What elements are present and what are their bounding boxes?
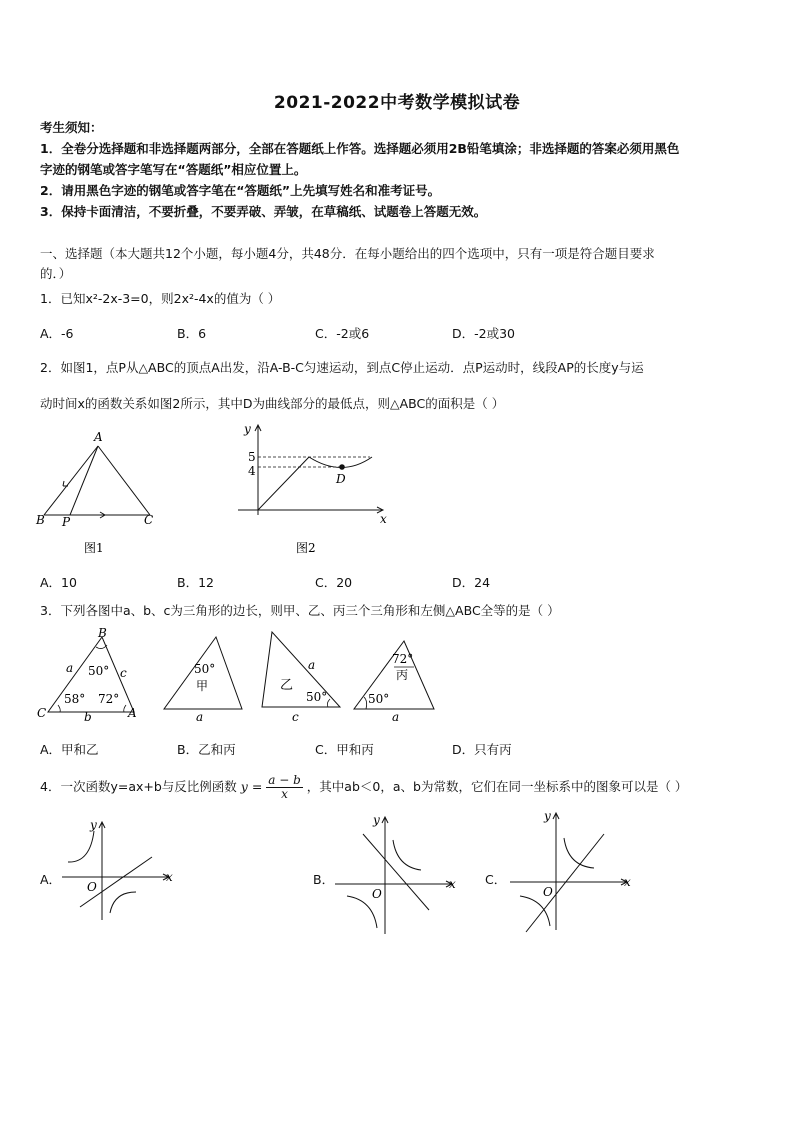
q2-stem-line2: 动时间x的函数关系如图2所示，其中D为曲线部分的最低点，则△ABC的面积是（ ）: [40, 396, 505, 411]
q1-stem: 1．已知x²-2x-3=0，则2x²-4x的值为（ ）: [40, 291, 281, 306]
q3-figures: [34, 627, 454, 727]
abc-side-a: a: [66, 661, 74, 675]
abc-side-c: c: [120, 666, 127, 680]
notice-item: 1．全卷分选择题和非选择题两部分，全部在答题纸上作答。选择题必须用2B铅笔填涂；非选择题的答案必须用黑色: [40, 141, 680, 156]
q3-option-b: B．乙和丙: [177, 742, 236, 757]
q4-fraction-numerator: a − b: [268, 773, 301, 787]
bing-side: a: [392, 710, 400, 724]
graph-b-x-label: x: [449, 877, 456, 891]
jia-angle: 50°: [194, 662, 216, 676]
graph-a-x-label: x: [166, 870, 173, 884]
q1-option-b: B．6: [177, 326, 207, 341]
graph-b-y-label: y: [373, 813, 380, 827]
q4-graph-c-label: C．: [485, 872, 507, 887]
q2-option-d: D．24: [452, 575, 491, 590]
q4-stem: [40, 774, 687, 801]
q2-figure2: [230, 420, 400, 560]
q4-fraction: [266, 774, 303, 801]
q4-graph-c: [508, 808, 638, 938]
yi-side-c: c: [292, 710, 299, 724]
jia-side: a: [196, 710, 204, 724]
fig1-caption: 图1: [84, 541, 104, 555]
notice-heading: 考生须知：: [40, 120, 103, 135]
q3-option-d: D．只有丙: [452, 742, 512, 757]
q1-option-d: D．-2或30: [452, 326, 515, 341]
q4-graph-a-label: A．: [40, 872, 62, 887]
fig2-point-d: D: [336, 472, 346, 486]
abc-label-b: B: [98, 626, 107, 640]
bing-angle-2: 50°: [368, 692, 390, 706]
q2-option-c: C．20: [315, 575, 353, 590]
q2-option-a: A．10: [40, 575, 77, 590]
graph-b-origin: O: [372, 887, 382, 901]
q4-stem-pre: 4．一次函数y=ax+b与反比例函数: [40, 779, 237, 794]
fig1-label-a: A: [94, 430, 103, 444]
yi-name: 乙: [280, 678, 294, 693]
graph-c-y-label: y: [544, 809, 551, 823]
fig1-label-p: P: [62, 515, 71, 529]
q3-stem: 3．下列各图中a、b、c为三角形的边长，则甲、乙、丙三个三角形和左侧△ABC全等的是（ ）: [40, 603, 560, 618]
bing-name: 丙: [396, 668, 409, 682]
fig2-tick-4: 4: [248, 464, 256, 478]
q1-option-c: C．-2或6: [315, 326, 370, 341]
fig2-caption: 图2: [296, 541, 316, 555]
abc-label-c: C: [37, 706, 47, 720]
fig2-tick-5: 5: [248, 450, 256, 464]
yi-side-a: a: [308, 658, 316, 672]
abc-angle-c: 58°: [64, 692, 86, 706]
q2-figure1: [30, 426, 170, 561]
graph-a-origin: O: [87, 880, 97, 894]
q4-fraction-denominator: x: [281, 787, 288, 801]
bing-angle-1: 72°: [392, 652, 414, 666]
q2-stem-line1: 2．如图1，点P从△ABC的顶点A出发，沿A-B-C匀速运动，到点C停止运动．点P运动时，线段AP的长度y与运: [40, 360, 644, 375]
abc-angle-a: 72°: [98, 692, 120, 706]
page-title: 2021-2022中考数学模拟试卷: [273, 93, 521, 113]
q2-option-b: B．12: [177, 575, 214, 590]
fig2-y-axis-label: y: [244, 422, 251, 436]
yi-angle: 50°: [306, 690, 328, 704]
q4-graph-b: [333, 812, 463, 937]
q4-y-eq: y =: [240, 779, 263, 794]
section-heading-line1: 一、选择题（本大题共12个小题，每小题4分，共48分．在每小题给出的四个选项中，只有一项是符合题目要求: [40, 246, 655, 261]
notice-item: 字迹的钢笔或答字笔写在“答题纸”相应位置上。: [40, 162, 307, 177]
q4-stem-post: ，其中ab＜0，a、b为常数，它们在同一坐标系中的图象可以是（ ）: [306, 779, 688, 794]
abc-side-b: b: [84, 710, 92, 724]
abc-label-a: A: [128, 706, 137, 720]
q4-graph-b-label: B．: [313, 872, 335, 887]
jia-name: 甲: [196, 679, 209, 693]
notice-item: 2．请用黑色字迹的钢笔或答字笔在“答题纸”上先填写姓名和准考证号。: [40, 183, 441, 198]
fig2-x-axis-label: x: [380, 512, 387, 526]
q1-option-a: A．-6: [40, 326, 74, 341]
q3-option-a: A．甲和乙: [40, 742, 99, 757]
fig1-label-b: B: [36, 513, 45, 527]
graph-a-y-label: y: [90, 818, 97, 832]
abc-angle-b: 50°: [88, 664, 110, 678]
graph-c-origin: O: [543, 885, 553, 899]
fig1-label-c: C: [144, 513, 154, 527]
graph-c-x-label: x: [624, 875, 631, 889]
section-heading-line2: 的．）: [40, 266, 72, 281]
q4-graph-a: [60, 815, 180, 925]
notice-item: 3．保持卡面清洁，不要折叠，不要弄破、弄皱，在草稿纸、试题卷上答题无效。: [40, 204, 487, 219]
q3-option-c: C．甲和丙: [315, 742, 374, 757]
